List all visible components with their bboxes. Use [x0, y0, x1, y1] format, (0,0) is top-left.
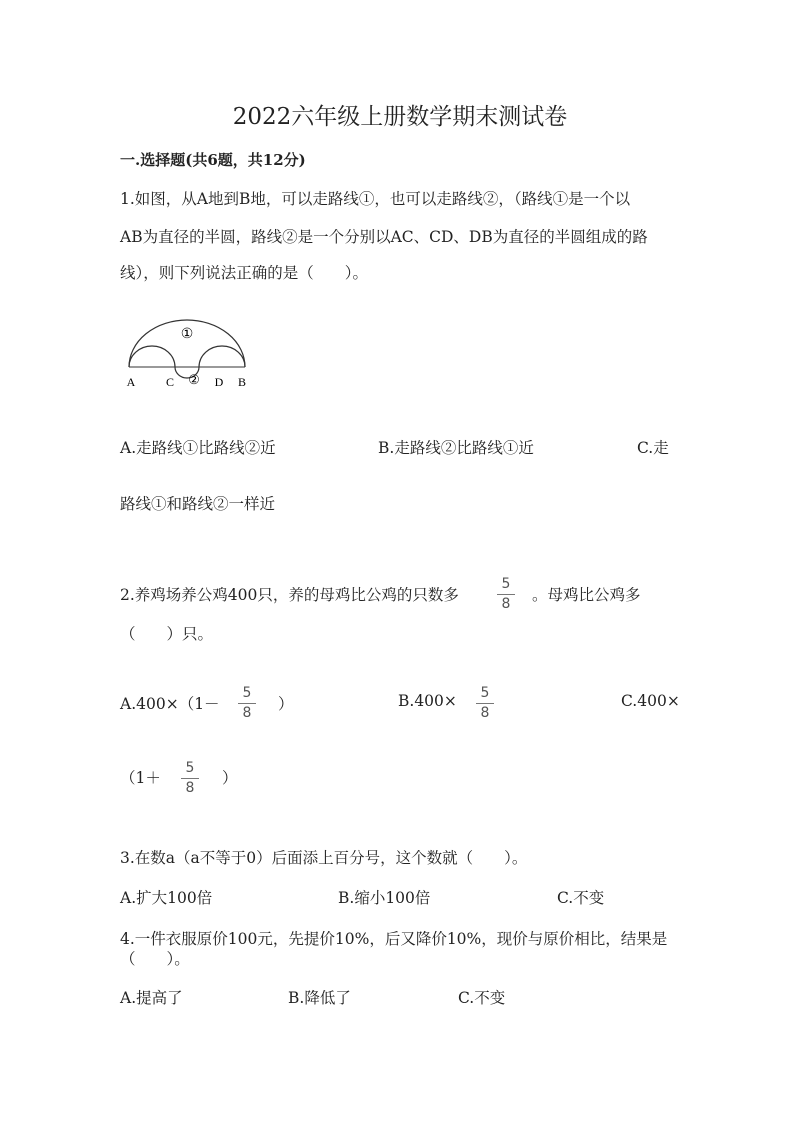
- route-figure: [118, 312, 258, 392]
- question-4-option-c[interactable]: C.不变: [458, 989, 506, 1007]
- question-1-option-a[interactable]: A.走路线①比路线②近: [120, 439, 276, 457]
- point-a-label: A: [126, 375, 136, 389]
- question-2-line-1-end: 。母鸡比公鸡多: [532, 586, 641, 604]
- fraction-denominator: 8: [501, 596, 511, 612]
- question-1-line-2: AB为直径的半圆，路线②是一个分别以AC、CD、DB为直径的半圆组成的路: [120, 228, 648, 246]
- question-4-line-1: 4.一件衣服原价100元，先提价10%，后又降价10%，现价与原价相比，结果是: [120, 930, 668, 948]
- point-d-label: D: [214, 375, 224, 389]
- question-1-line-1: 1.如图，从A地到B地，可以走路线①，也可以走路线②，（路线①是一个以: [120, 190, 631, 208]
- fraction-bar: [181, 778, 199, 779]
- question-2-option-a-end: ）: [278, 695, 294, 713]
- question-4-line-2: （ ）。: [120, 950, 190, 968]
- fraction-five-eighths: [494, 576, 518, 613]
- question-2-line-1: 2.养鸡场养公鸡400只，养的母鸡比公鸡的只数多: [120, 586, 459, 604]
- fraction-five-eighths: [235, 685, 259, 722]
- fraction-denominator: 8: [242, 705, 252, 721]
- page-title: 2022六年级上册数学期末测试卷: [232, 104, 568, 130]
- question-2-option-c-end: ）: [222, 769, 238, 787]
- question-2-option-a[interactable]: A.400×（1－: [120, 695, 220, 713]
- route-2-label: ②: [188, 372, 200, 387]
- fraction-bar: [238, 703, 256, 704]
- fraction-bar: [476, 703, 494, 704]
- question-3-option-c[interactable]: C.不变: [557, 889, 605, 907]
- section-heading: 一.选择题(共6题，共12分): [120, 151, 306, 169]
- question-2-option-b[interactable]: B.400×: [398, 692, 457, 710]
- point-b-label: B: [237, 375, 247, 389]
- question-3-option-a[interactable]: A.扩大100倍: [120, 889, 213, 907]
- fraction-five-eighths: [473, 685, 497, 722]
- question-1-line-3: 线），则下列说法正确的是（ ）。: [120, 264, 369, 282]
- fraction-numerator: 5: [242, 685, 252, 701]
- question-3-line: 3.在数a（a不等于0）后面添上百分号，这个数就（ ）。: [120, 849, 528, 867]
- question-1-option-b[interactable]: B.走路线②比路线①近: [378, 439, 534, 457]
- fraction-bar: [497, 594, 515, 595]
- route-2-arc-ac: [129, 346, 175, 367]
- question-2-option-c-continued[interactable]: （1＋: [120, 769, 161, 787]
- fraction-numerator: 5: [501, 576, 511, 592]
- route-1-label: ①: [180, 327, 194, 342]
- question-4-option-b[interactable]: B.降低了: [288, 989, 351, 1007]
- fraction-five-eighths: [178, 760, 202, 797]
- route-2-arc-db: [199, 346, 245, 367]
- question-2-option-c[interactable]: C.400×: [621, 692, 680, 710]
- fraction-denominator: 8: [480, 705, 490, 721]
- point-c-label: C: [165, 375, 175, 389]
- question-1-option-c[interactable]: C.走: [637, 439, 669, 457]
- fraction-numerator: 5: [185, 760, 195, 776]
- fraction-denominator: 8: [185, 780, 195, 796]
- fraction-numerator: 5: [480, 685, 490, 701]
- question-1-option-c-continued[interactable]: 路线①和路线②一样近: [120, 495, 276, 513]
- question-4-option-a[interactable]: A.提高了: [120, 989, 183, 1007]
- question-2-line-2: （ ）只。: [120, 625, 214, 643]
- question-3-option-b[interactable]: B.缩小100倍: [338, 889, 431, 907]
